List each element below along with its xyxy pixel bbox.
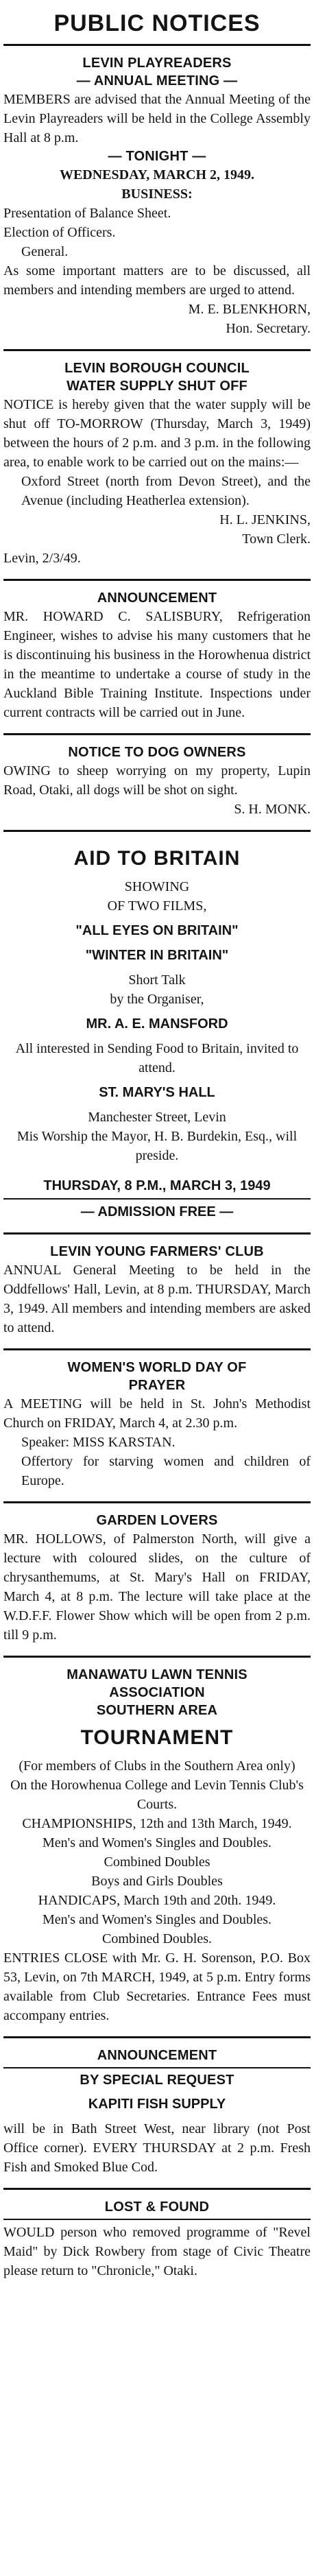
aid-organiser: MR. A. E. MANSFORD (86, 1016, 228, 1031)
water-signature-role: Town Clerk. (242, 532, 311, 547)
lost-found-notice (3, 2194, 311, 2287)
young-farmers-heading: LEVIN YOUNG FARMERS' CLUB (50, 1244, 264, 1259)
dog-signature: S. H. MONK. (234, 802, 311, 817)
kapiti-special: BY SPECIAL REQUEST (80, 2073, 234, 2088)
playreaders-signature-role: Hon. Secretary. (226, 321, 311, 336)
playreaders-signature-name: M. E. BLENKHORN, (188, 302, 311, 317)
notices-column (3, 0, 311, 2287)
aid-by: by the Organiser, (110, 992, 204, 1007)
aid-film-2: "WINTER IN BRITAIN" (85, 948, 229, 963)
aid-showing: SHOWING (124, 879, 190, 894)
tennis-championships: CHAMPIONSHIPS, 12th and 13th March, 1949. (22, 1816, 292, 1831)
tennis-heading-3: SOUTHERN AREA (96, 1703, 218, 1718)
prayer-notice (3, 1355, 311, 1497)
playreaders-closing: As some important matters are to be discussed, all members and intending members are urged to attend. (3, 263, 311, 298)
tennis-events-3: Boys and Girls Doubles (91, 1874, 223, 1889)
aid-venue: ST. MARY'S HALL (99, 1085, 215, 1100)
playreaders-notice (3, 50, 311, 345)
young-farmers-body: ANNUAL General Meeting to be held in the Oddfellows' Hall, Levin, at 8 p.m. THURSDAY, March 3, 1949. All members and intending members are asked to attend. (3, 1263, 311, 1335)
garden-heading: GARDEN LOVERS (96, 1513, 218, 1528)
water-heading-1: LEVIN BOROUGH COUNCIL (64, 361, 250, 376)
playreaders-date: WEDNESDAY, MARCH 2, 1949. (59, 167, 255, 182)
aid-street: Manchester Street, Levin (88, 1110, 226, 1125)
tennis-title: TOURNAMENT (80, 1726, 234, 1749)
public-notices-title: PUBLIC NOTICES (53, 10, 261, 36)
dog-notice (3, 739, 311, 826)
divider (3, 1232, 311, 1235)
prayer-heading-2: PRAYER (128, 1378, 186, 1393)
water-area: Oxford Street (north from Devon Street), and the Avenue (including Heatherlea extension). (21, 474, 311, 508)
tennis-events-1: Men's and Women's Singles and Doubles. (42, 1835, 272, 1850)
water-heading-2: WATER SUPPLY SHUT OFF (67, 379, 247, 394)
tennis-heading-1: MANAWATU LAWN TENNIS (67, 1667, 247, 1682)
aid-all-interested: All interested in Sending Food to Britain, invited to attend. (15, 1041, 299, 1075)
playreaders-subheading: — ANNUAL MEETING — (76, 73, 238, 88)
divider (3, 2036, 311, 2038)
divider (3, 830, 311, 832)
tennis-events-5: Combined Doubles. (102, 1931, 212, 1946)
young-farmers-notice (3, 1239, 311, 1344)
water-signature-name: H. L. JENKINS, (219, 512, 311, 527)
tennis-heading-2: ASSOCIATION (109, 1685, 205, 1700)
water-dateline: Levin, 2/3/49. (3, 551, 81, 566)
garden-lovers-notice (3, 1507, 311, 1651)
aid-time: THURSDAY, 8 P.M., MARCH 3, 1949 (43, 1178, 271, 1193)
divider (3, 579, 311, 581)
divider (3, 349, 311, 351)
aid-mayor: Mis Worship the Mayor, H. B. Burdekin, Esq., will preside. (16, 1129, 298, 1163)
aid-film-1: "ALL EYES ON BRITAIN" (75, 923, 239, 938)
prayer-heading-1: WOMEN'S WORLD DAY OF (67, 1360, 247, 1375)
kapiti-body: will be in Bath Street West, near library (not Post Office corner). EVERY THURSDAY at 2 p.m. Fresh Fish and Smoked Blue Cod. (3, 2121, 311, 2175)
tennis-events-2: Combined Doubles (104, 1855, 210, 1870)
playreaders-item: Election of Officers. (3, 225, 116, 240)
tennis-notice (3, 1662, 311, 2032)
lost-body: WOULD person who removed programme of "Revel Maid" by Dick Rowbery from stage of Civic Theatre please return to "Chronicle," Otaki. (3, 2225, 311, 2278)
divider (3, 1348, 311, 1350)
divider (3, 2067, 311, 2068)
kapiti-notice (3, 2042, 311, 2184)
prayer-offertory: Offertory for starving women and children of Europe. (21, 1454, 311, 1488)
dog-body: OWING to sheep worrying on my property, Lupin Road, Otaki, all dogs will be shot on sight. (3, 763, 311, 798)
playreaders-body: MEMBERS are advised that the Annual Meeting of the Levin Playreaders will be held in the College Assembly Hall at 8 p.m. (3, 92, 311, 145)
tennis-venue: On the Horowhenua College and Levin Tennis Club's Courts. (10, 1778, 304, 1812)
aid-short-talk: Short Talk (128, 973, 186, 988)
garden-body: MR. HOLLOWS, of Palmerston North, will give a lecture with coloured slides, on the culture of chrysanthemums, at St. Mary's Hall on FRIDAY, March 4, at 8 p.m. The lecture will take place at the W.D.F.F. Flower Show which will be open from 2 p.m. till 9 p.m. (3, 1531, 311, 1643)
playreaders-tonight: — TONIGHT — (108, 149, 206, 164)
divider (3, 1501, 311, 1503)
divider (3, 1656, 311, 1658)
divider (3, 1198, 311, 1200)
salisbury-announcement (3, 585, 311, 729)
prayer-body: A MEETING will be held in St. John's Methodist Church on FRIDAY, March 4, at 2.30 p.m. (3, 1396, 311, 1431)
divider (3, 2219, 311, 2220)
aid-to-britain-notice (3, 836, 311, 1228)
tennis-entries: ENTRIES CLOSE with Mr. G. H. Sorenson, P.O. Box 53, Levin, on 7th MARCH, 1949, at 5 p.m. Entry forms available from Club Secretaries. Entrance Fees must accompany entries. (3, 1951, 311, 2023)
announcement-body: MR. HOWARD C. SALISBURY, Refrigeration Engineer, wishes to advise his many customers that he is discontinuing his business in the Horowhenua district in the meantime to undertake a course of study in the Auckland Bible Training Institute. Inspections under current contracts will be carried out in June. (3, 609, 311, 720)
aid-admission: — ADMISSION FREE — (80, 1204, 234, 1219)
divider (3, 733, 311, 735)
playreaders-item: General. (21, 244, 69, 259)
aid-films: OF TWO FILMS, (107, 898, 207, 914)
divider (3, 44, 311, 46)
playreaders-item: Presentation of Balance Sheet. (3, 206, 171, 221)
tennis-events-4: Men's and Women's Singles and Doubles. (42, 1912, 272, 1927)
aid-title: AID TO BRITAIN (73, 847, 241, 870)
lost-heading: LOST & FOUND (104, 2199, 210, 2215)
tennis-members: (For members of Clubs in the Southern Area only) (19, 1758, 295, 1774)
playreaders-heading: LEVIN PLAYREADERS (82, 56, 232, 71)
announcement-heading: ANNOUNCEMENT (97, 591, 217, 606)
prayer-speaker: Speaker: MISS KARSTAN. (21, 1435, 176, 1450)
playreaders-business: BUSINESS: (121, 187, 193, 202)
kapiti-heading: ANNOUNCEMENT (97, 2048, 217, 2063)
dog-heading: NOTICE TO DOG OWNERS (68, 745, 246, 760)
tennis-handicaps: HANDICAPS, March 19th and 20th. 1949. (38, 1893, 276, 1908)
divider (3, 2188, 311, 2190)
kapiti-title: KAPITI FISH SUPPLY (88, 2097, 226, 2112)
water-notice (3, 355, 311, 575)
water-body: NOTICE is hereby given that the water supply will be shut off TO-MORROW (Thursday, March 3, 1949) between the hours of 2 p.m. and 3 p.m. in the following area, to enable work to be carried out on the mains:— (3, 397, 311, 470)
